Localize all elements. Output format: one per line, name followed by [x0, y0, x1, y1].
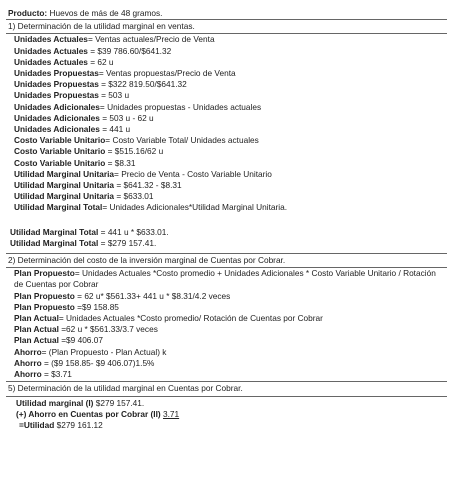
calc-line — [6, 202, 447, 213]
product-label: Producto: — [8, 8, 48, 18]
calc-expr: = Unidades Actuales *Costo promedio/ Rotación de Cuentas por Cobrar — [58, 313, 323, 324]
calc-term: Costo Variable Unitario — [14, 157, 106, 168]
calc-line — [6, 313, 447, 324]
calc-term: Ahorro — [14, 346, 42, 357]
calc-term: Ahorro — [14, 369, 42, 380]
calc-expr: = 441 u — [99, 124, 131, 135]
section-2-header: 2) Determinación del costo de la inversión marginal de Cuentas por Cobrar. — [6, 253, 447, 268]
calc-line — [6, 79, 447, 90]
calc-line — [6, 146, 447, 157]
total-line — [6, 227, 447, 238]
result-value: 3.71 — [162, 408, 180, 419]
calc-term: Utilidad Marginal Unitaria — [14, 168, 115, 179]
result-expr: $279 161.12 — [54, 419, 103, 430]
calc-line — [6, 57, 447, 68]
total-expr: = 441 u * $633.01. — [98, 226, 169, 237]
calc-line — [6, 90, 447, 101]
calc-expr: = Ventas propuestas/Precio de Venta — [98, 68, 236, 79]
calc-expr: = Costo Variable Total/ Unidades actuales — [105, 135, 259, 146]
section-5 — [6, 397, 447, 432]
section-1 — [6, 34, 447, 249]
calc-line — [6, 180, 447, 191]
calc-term: Unidades Actuales — [14, 45, 88, 56]
section-2 — [6, 268, 447, 380]
calc-line — [6, 46, 447, 57]
calc-expr: = $633.01 — [114, 191, 154, 202]
calc-expr: = Unidades propuestas - Unidades actuales — [99, 101, 262, 112]
calc-term: Unidades Adicionales — [14, 112, 100, 123]
calc-expr: = $8.31 — [105, 157, 136, 168]
calc-term: Plan Propuesto — [14, 268, 75, 279]
calc-line — [6, 291, 447, 302]
calc-line — [6, 102, 447, 113]
calc-term: Costo Variable Unitario — [14, 146, 106, 157]
calc-term: Plan Propuesto — [14, 301, 75, 312]
calc-line — [6, 135, 447, 146]
calc-line — [6, 169, 447, 180]
calc-term: Plan Actual — [14, 335, 59, 346]
result-term: =Utilidad — [19, 419, 55, 430]
calc-expr: = 62 u* $561.33+ 441 u * $8.31/4.2 veces — [74, 290, 231, 301]
calc-line — [6, 324, 447, 335]
calc-term: Utilidad Marginal Total — [14, 202, 103, 213]
calc-term: Plan Propuesto — [14, 290, 75, 301]
calc-expr: = $3.71 — [41, 369, 72, 380]
result-line — [16, 398, 447, 409]
calc-expr: = $515.16/62 u — [105, 146, 164, 157]
calc-line — [6, 347, 447, 358]
calc-line — [6, 68, 447, 79]
calc-expr: = Precio de Venta - Costo Variable Unitario — [114, 168, 272, 179]
calc-term: Unidades Adicionales — [14, 101, 100, 112]
calc-expr: =$9 406.07 — [58, 335, 103, 346]
calc-line — [6, 191, 447, 202]
document — [6, 8, 447, 431]
calc-term: Unidades Actuales — [14, 34, 88, 45]
calc-line — [6, 358, 447, 369]
calc-expr: = (Plan Propuesto - Plan Actual) k — [41, 346, 167, 357]
calc-term: Costo Variable Unitario — [14, 135, 106, 146]
section-1-header: 1) Determinación de la utilidad marginal en ventas. — [6, 19, 447, 34]
calc-term: Utilidad Marginal Unitaria — [14, 191, 115, 202]
calc-term: Unidades Actuales — [14, 56, 88, 67]
result-term: Utilidad marginal (I) — [16, 397, 94, 408]
calc-term: Plan Actual — [14, 313, 59, 324]
calc-expr: = ($9 158.85- $9 406.07)1.5% — [41, 357, 155, 368]
calc-term: Unidades Propuestas — [14, 68, 99, 79]
calc-line — [6, 113, 447, 124]
calc-expr: = 503 u — [98, 90, 130, 101]
calc-term: Plan Actual — [14, 324, 59, 335]
calc-line — [6, 34, 447, 45]
result-line — [16, 420, 447, 431]
total-term: Utilidad Marginal Total — [10, 237, 99, 248]
calc-line — [6, 369, 447, 380]
spacer — [6, 214, 447, 227]
result-term: (+) Ahorro en Cuentas por Cobrar (II) — [16, 408, 161, 419]
product-value: Huevos de más de 48 gramos. — [47, 8, 163, 18]
calc-expr: = $322 819.50/$641.32 — [98, 79, 187, 90]
result-expr: $279 157.41. — [93, 397, 145, 408]
calc-expr: = $641.32 - $8.31 — [114, 180, 182, 191]
calc-line — [6, 302, 447, 313]
calc-expr: =62 u * $561.33/3.7 veces — [58, 324, 158, 335]
total-line — [6, 238, 447, 249]
calc-line — [6, 158, 447, 169]
calc-line — [6, 268, 447, 290]
section-5-header: 5) Determinación de la utilidad marginal en Cuentas por Cobrar. — [6, 381, 447, 396]
total-expr: = $279 157.41. — [98, 237, 157, 248]
calc-term: Unidades Propuestas — [14, 90, 99, 101]
product-line — [6, 8, 447, 19]
calc-expr: = 62 u — [87, 56, 114, 67]
calc-line — [6, 335, 447, 346]
total-term: Utilidad Marginal Total — [10, 226, 99, 237]
calc-term: Ahorro — [14, 357, 42, 368]
calc-expr: =$9 158.85 — [74, 301, 119, 312]
calc-expr: = Unidades Adicionales*Utilidad Marginal Unitaria. — [102, 202, 288, 213]
calc-expr: = Unidades Actuales *Costo promedio + Unidades Adicionales * Costo Variable Unitario / Rotación de Cuentas por Cobrar — [14, 268, 436, 290]
calc-line — [6, 124, 447, 135]
calc-term: Unidades Adicionales — [14, 124, 100, 135]
calc-term: Utilidad Marginal Unitaria — [14, 180, 115, 191]
calc-expr: = $39 786.60/$641.32 — [87, 45, 172, 56]
calc-expr: = Ventas actuales/Precio de Venta — [87, 34, 215, 45]
calc-expr: = 503 u - 62 u — [99, 112, 154, 123]
result-line — [16, 409, 447, 420]
calc-term: Unidades Propuestas — [14, 79, 99, 90]
